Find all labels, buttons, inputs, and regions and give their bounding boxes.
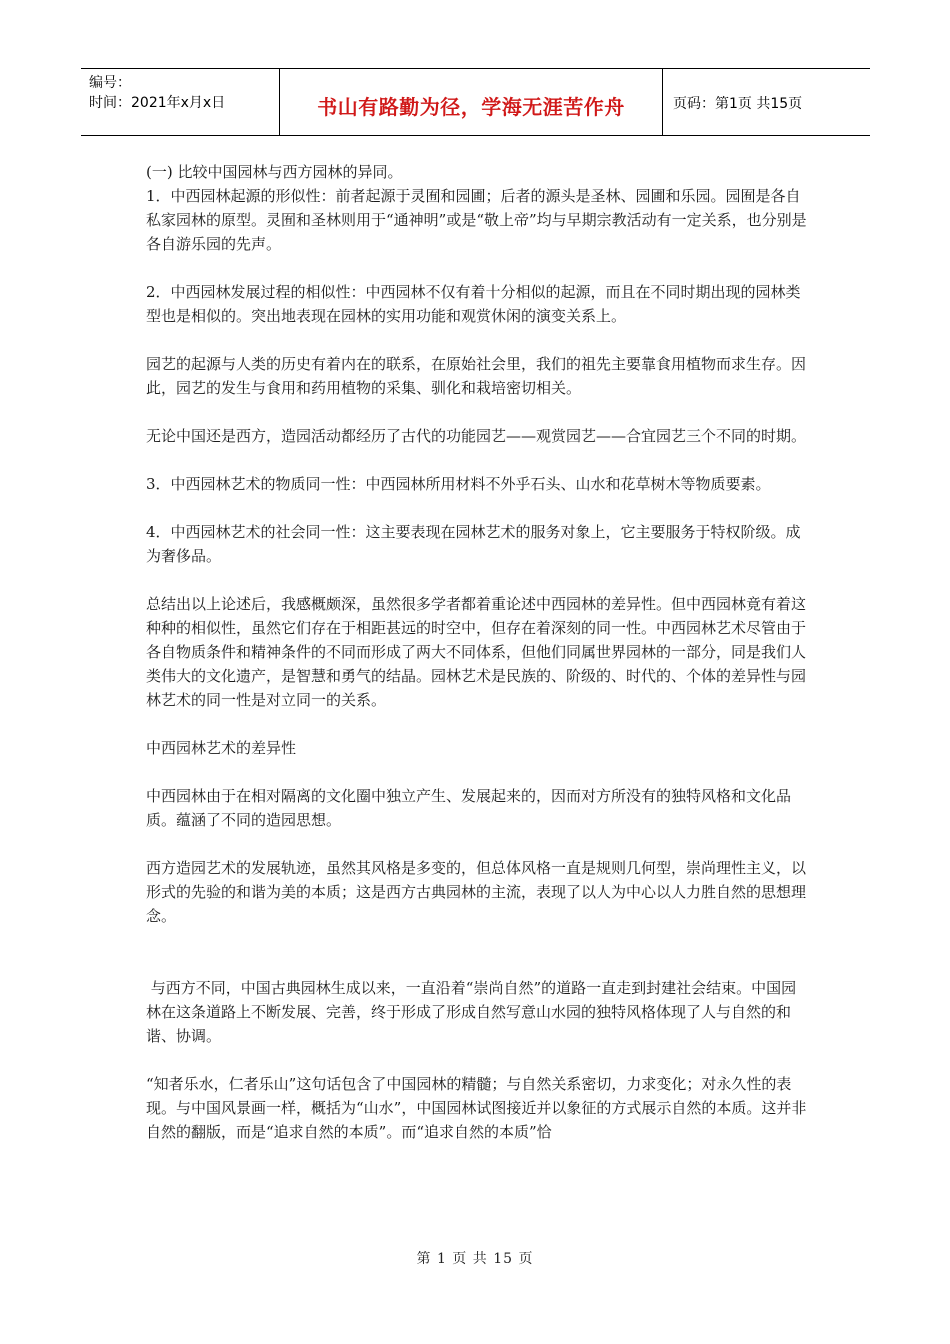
document-header	[81, 68, 870, 136]
subheading-differences: 中西园林艺术的差异性	[146, 739, 297, 757]
paragraph-nature: “知者乐水，仁者乐山”这句话包含了中国园林的精髓；与自然关系密切，力求变化；对永久性的表现。与中国风景画一样，概括为“山水”，中国园林试图接近并以象征的方式展示自然的本质。这并非自然的翻版，而是“追求自然的本质”。而“追求自然的本质”恰	[146, 1075, 807, 1141]
header-meta	[81, 69, 280, 135]
page-code: 页码：第1页 共15页	[673, 96, 803, 112]
section-heading: (一) 比较中国园林与西方园林的异同。	[146, 163, 403, 181]
motto-text: 书山有路勤为径，学海无涯苦作舟	[317, 94, 625, 119]
header-motto-cell	[280, 69, 663, 135]
page-footer: 第 1 页 共 15 页	[416, 1251, 534, 1267]
paragraph-social: 4．中西园林艺术的社会同一性：这主要表现在园林艺术的服务对象上，它主要服务于特权阶级。成为奢侈品。	[146, 523, 801, 565]
document-body	[146, 160, 810, 1144]
paragraph-summary: 总结出以上论述后，我感概颇深，虽然很多学者都着重论述中西园林的差异性。但中西园林竟有着这种种的相似性，虽然它们存在于相距甚远的时空中，但存在着深刻的同一性。中西园林艺术尽管由于各自物质条件和精神条件的不同而形成了两大不同体系，但他们同属世界园林的一部分，同是我们人类伟大的文化遗产，是智慧和勇气的结晶。园林艺术是民族的、阶级的、时代的、个体的差异性与园林艺术的同一性是对立同一的关系。	[146, 595, 807, 709]
paragraph-western: 西方造园艺术的发展轨迹，虽然其风格是多变的，但总体风格一直是规则几何型，崇尚理性主义，以形式的先验的和谐为美的本质；这是西方古典园林的主流，表现了以人为中心以人力胜自然的思想理念。	[146, 859, 807, 925]
header-page-cell	[663, 69, 870, 135]
paragraph-chinese: 与西方不同，中国古典园林生成以来，一直沿着“崇尚自然”的道路一直走到封建社会结束。中国园林在这条道路上不断发展、完善，终于形成了形成自然写意山水园的独特风格体现了人与自然的和谐、协调。	[146, 979, 797, 1045]
paragraph-development: 2．中西园林发展过程的相似性：中西园林不仅有着十分相似的起源，而且在不同时期出现的园林类型也是相似的。突出地表现在园林的实用功能和观赏休闲的演变关系上。	[146, 283, 801, 325]
paragraph-periods: 无论中国还是西方，造园活动都经历了古代的功能园艺——观赏园艺——合宜园艺三个不同的时期。	[146, 427, 807, 445]
paragraph-material: 3．中西园林艺术的物质同一性：中西园林所用材料不外乎石头、山水和花草树木等物质要素。	[146, 475, 771, 493]
paragraph-origin: 1．中西园林起源的形似性：前者起源于灵囿和园圃；后者的源头是圣林、园圃和乐园。园囿是各自私家园林的原型。灵囿和圣林则用于“通神明”或是“敬上帝”均与早期宗教活动有一定关系，也分别是各自游乐园的先声。	[146, 187, 807, 253]
number-label: 编号：	[89, 75, 131, 91]
paragraph-horticulture: 园艺的起源与人类的历史有着内在的联系，在原始社会里，我们的祖先主要靠食用植物而求生存。因此，园艺的发生与食用和药用植物的采集、驯化和栽培密切相关。	[146, 355, 807, 397]
paragraph-independent: 中西园林由于在相对隔离的文化圈中独立产生、发展起来的，因而对方所没有的独特风格和文化品质。蕴涵了不同的造园思想。	[146, 787, 792, 829]
time-label: 时间：2021年x月x日	[89, 95, 226, 111]
